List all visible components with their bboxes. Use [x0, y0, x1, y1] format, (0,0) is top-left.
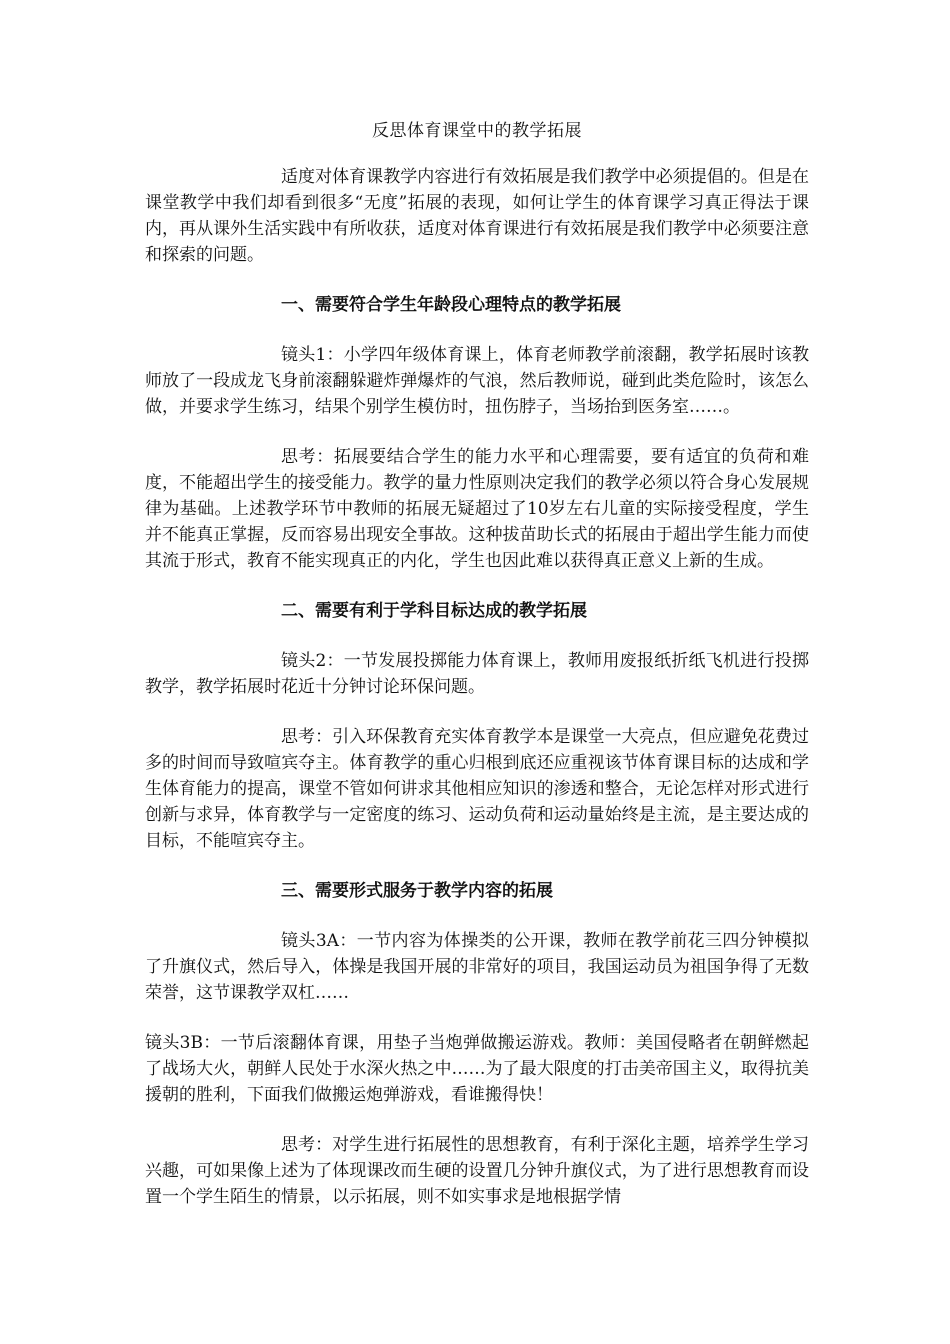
section-1-case: 镜头1：小学四年级体育课上，体育老师教学前滚翻，教学拓展时该教师放了一段成龙飞身前滚翻躲避炸弹爆炸的气浪，然后教师说，碰到此类危险时，该怎么做，并要求学生练习，结果个别学生模仿时，扭伤脖子，当场抬到医务室……。	[145, 345, 809, 417]
section-1-heading: 一、需要符合学生年龄段心理特点的教学拓展	[281, 295, 621, 315]
section-3-reflection: 思考：对学生进行拓展性的思想教育，有利于深化主题，培养学生学习兴趣，可如果像上述为了体现课改而生硬的设置几分钟升旗仪式，为了进行思想教育而设置一个学生陌生的情景，以示拓展，则不如实事求是地根据学情	[145, 1135, 809, 1207]
section-3-case-b: 镜头3B：一节后滚翻体育课，用垫子当炮弹做搬运游戏。教师：美国侵略者在朝鲜燃起了战场大火，朝鲜人民处于水深火热之中……为了最大限度的打击美帝国主义，取得抗美援朝的胜利，下面我们做搬运炮弹游戏，看谁搬得快！	[145, 1033, 809, 1105]
section-2-reflection: 思考：引入环保教育充实体育教学本是课堂一大亮点，但应避免花费过多的时间而导致喧宾夺主。体育教学的重心归根到底还应重视该节体育课目标的达成和学生体育能力的提高，课堂不管如何讲求其他相应知识的渗透和整合，无论怎样对形式进行创新与求异，体育教学与一定密度的练习、运动负荷和运动量始终是主流，是主要达成的目标，不能喧宾夺主。	[145, 727, 809, 851]
document-page	[145, 118, 809, 1234]
section-3-heading: 三、需要形式服务于教学内容的拓展	[281, 881, 553, 901]
section-1-reflection: 思考：拓展要结合学生的能力水平和心理需要，要有适宜的负荷和难度，不能超出学生的接受能力。教学的量力性原则决定我们的教学必须以符合身心发展规律为基础。上述教学环节中教师的拓展无疑超过了10岁左右儿童的实际接受程度，学生并不能真正掌握，反而容易出现安全事故。这种拔苗助长式的拓展由于超出学生能力而使其流于形式，教育不能实现真正的内化，学生也因此难以获得真正意义上新的生成。	[145, 447, 809, 571]
section-3-case-a: 镜头3A：一节内容为体操类的公开课，教师在教学前花三四分钟模拟了升旗仪式，然后导入，体操是我国开展的非常好的项目，我国运动员为祖国争得了无数荣誉，这节课教学双杠……	[145, 931, 809, 1003]
document-title: 反思体育课堂中的教学拓展	[372, 121, 582, 141]
intro-paragraph: 适度对体育课教学内容进行有效拓展是我们教学中必须提倡的。但是在课堂教学中我们却看到很多“无度”拓展的表现，如何让学生的体育课学习真正得法于课内，再从课外生活实践中有所收获，适度对体育课进行有效拓展是我们教学中必须要注意和探索的问题。	[145, 167, 809, 265]
section-2-heading: 二、需要有利于学科目标达成的教学拓展	[281, 601, 587, 621]
section-2-case: 镜头2：一节发展投掷能力体育课上，教师用废报纸折纸飞机进行投掷教学，教学拓展时花近十分钟讨论环保问题。	[145, 651, 809, 697]
